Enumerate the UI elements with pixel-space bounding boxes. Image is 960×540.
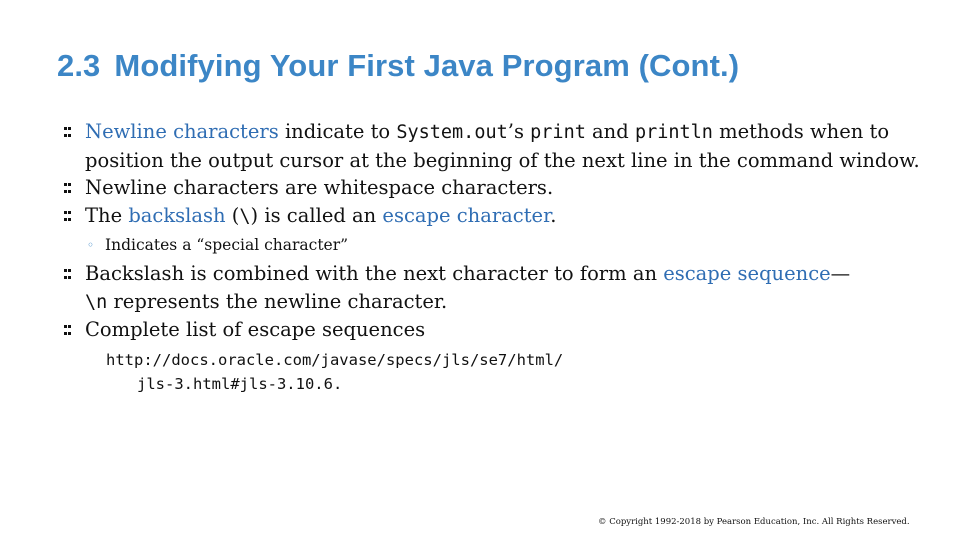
- sub-bullet-text: Indicates a “special character”: [105, 236, 349, 254]
- bullet-item-escape-sequence: [63, 260, 943, 316]
- text: represents the newline character.: [107, 289, 448, 313]
- bullet-item-newline-characters: [63, 118, 943, 174]
- term-escape-character: escape character: [382, 203, 551, 227]
- text: Backslash is combined with the next character to form an: [85, 262, 664, 285]
- square-bullet-icon: [63, 268, 72, 280]
- sub-bullet-special-character: [63, 234, 943, 256]
- text: .: [550, 203, 557, 227]
- bullet-item-escape-list: [63, 316, 943, 344]
- copyright-footer: © Copyright 1992-2018 by Pearson Education, Inc. All Rights Reserved.: [598, 517, 910, 527]
- bullet-list: [63, 118, 943, 396]
- bullet-item-backslash: [63, 202, 943, 231]
- code-system-out: System.out: [396, 122, 508, 143]
- square-bullet-icon: [63, 182, 72, 194]
- reference-url[interactable]: [63, 348, 943, 396]
- code-newline: \n: [85, 291, 108, 313]
- term-newline-characters: Newline characters: [85, 120, 279, 143]
- section-number: 2.3: [57, 48, 101, 83]
- slide-title: [57, 48, 739, 84]
- square-bullet-icon: [63, 324, 72, 336]
- square-bullet-icon: [63, 126, 72, 138]
- term-backslash: backslash: [128, 203, 226, 227]
- text: and: [585, 120, 635, 143]
- text: —: [830, 262, 851, 285]
- bullet-text: Complete list of escape sequences: [85, 318, 426, 341]
- url-line-1[interactable]: http://docs.oracle.com/javase/specs/jls/se7/html/: [106, 350, 564, 369]
- code-println: println: [634, 122, 713, 143]
- url-line-2[interactable]: jls-3.html#jls-3.10.6.: [137, 374, 343, 393]
- code-print: print: [530, 122, 586, 143]
- text: ’s: [507, 120, 531, 143]
- text: The: [85, 203, 129, 227]
- text: indicate to: [278, 120, 397, 143]
- circle-sub-bullet-icon: ◦: [87, 238, 95, 252]
- text: (: [225, 203, 240, 227]
- term-escape-sequence: escape sequence: [663, 262, 831, 285]
- square-bullet-icon: [63, 210, 72, 222]
- text: methods when to position the output cursor at the beginning of the next line in the command window.: [85, 120, 920, 172]
- bullet-item-whitespace: [63, 174, 943, 202]
- text: ) is called an: [250, 203, 383, 227]
- code-backslash: \: [239, 205, 251, 227]
- title-text: Modifying Your First Java Program (Cont.): [114, 48, 740, 83]
- bullet-text: Newline characters are whitespace characters.: [85, 176, 554, 199]
